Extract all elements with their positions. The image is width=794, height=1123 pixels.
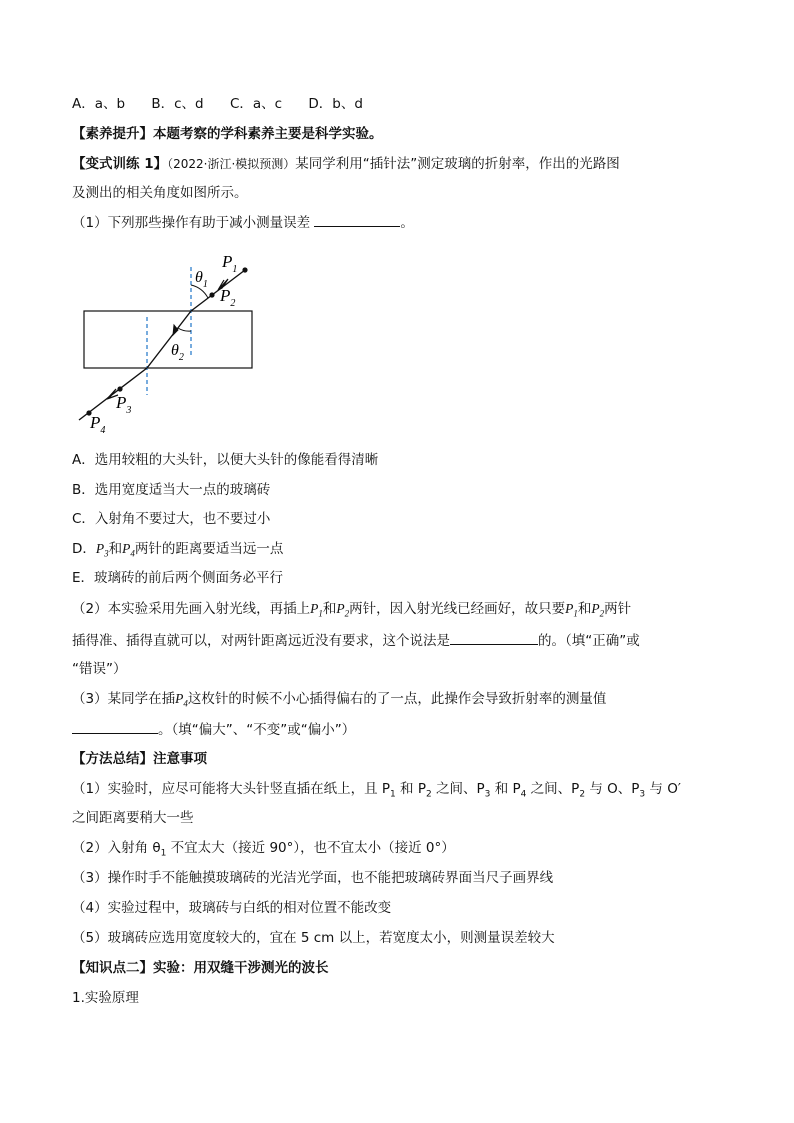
q2-line-2: 插得准、插得直就可以，对两针距离远近没有要求，这个说法是 的。（填“正确”或 <box>72 630 640 651</box>
knowledge-point-2: 【知识点二】实验：用双缝干涉测光的波长 <box>72 960 329 976</box>
refracted-ray <box>147 311 191 368</box>
option-b: B．c、d <box>151 96 204 112</box>
bianshi-line-1 <box>72 154 620 174</box>
pin-p2 <box>209 292 214 297</box>
bianshi-text1: 某同学利用“插针法”测定玻璃的折射率，作出的光路图 <box>295 156 620 172</box>
bianshi-line-2: 及测出的相关角度如图所示。 <box>72 185 248 201</box>
refraction-diagram <box>70 245 270 440</box>
note-1: （1）实验时，应尽可能将大头针竖直插在纸上，且 $P_1$ 和 $P_2$ 之间、$P_3$ 和 $P_4$ 之间、$P_2$ 与 O、$P_3$ 与 O′ <box>72 781 681 800</box>
pin-p1 <box>242 267 247 272</box>
question-1 <box>72 212 414 233</box>
option-c: C．a、c <box>229 96 283 112</box>
choice-e: E．玻璃砖的前后两个侧面务必平行 <box>72 570 284 586</box>
bianshi-tag: 【变式训练 1】 <box>72 156 168 172</box>
q1-answer-blank[interactable] <box>314 212 400 227</box>
label-p2: $P_2$ <box>220 286 236 309</box>
choice-a: A．选用较粗的大头针，以便大头针的像能看得清晰 <box>72 452 379 468</box>
note-4: （4）实验过程中，玻璃砖与白纸的相对位置不能改变 <box>72 900 392 916</box>
option-d: D．b、d <box>308 96 363 112</box>
choice-d: D．$P_3$和$P_4$两针的距离要适当远一点 <box>72 541 284 559</box>
label-p1: $P_1$ <box>222 252 238 275</box>
suyang-text: 本题考察的学科素养主要是科学实验。 <box>153 126 383 142</box>
method-summary: 【方法总结】注意事项 <box>72 751 207 767</box>
q3-answer-blank[interactable] <box>72 719 158 734</box>
principle-heading: 1.实验原理 <box>72 990 139 1006</box>
q1-suffix: 。 <box>400 215 414 231</box>
label-p4: $P_4$ <box>90 413 106 436</box>
label-theta2: $\theta_2$ <box>171 342 184 363</box>
q2-answer-blank[interactable] <box>450 630 538 645</box>
bianshi-source: （2022·浙江·模拟预测） <box>167 157 296 171</box>
pin-p3 <box>117 386 122 391</box>
glass-block <box>84 311 252 368</box>
answer-options <box>72 94 385 114</box>
suyang-tag: 【素养提升】 <box>72 126 153 142</box>
label-theta1: $\theta_1$ <box>195 269 208 290</box>
arrow-refracted <box>173 325 178 335</box>
suyang-section <box>72 124 383 144</box>
q1-prefix: （1）下列那些操作有助于减小测量误差 <box>72 215 311 231</box>
note-2: （2）入射角 $\theta_1$ 不宜太大（接近 90°），也不宜太小（接近 0°） <box>72 840 455 859</box>
note-3: （3）操作时手不能触摸玻璃砖的光洁光学面，也不能把玻璃砖界面当尺子画界线 <box>72 870 554 886</box>
q3-line-1: （3）某同学在插$P_4$这枚针的时候不小心插得偏右的了一点，此操作会导致折射率的测量值 <box>72 691 607 709</box>
choice-b: B．选用宽度适当大一点的玻璃砖 <box>72 482 271 498</box>
q2-line-3: “错误”） <box>72 661 127 677</box>
label-p3: $P_3$ <box>116 393 132 416</box>
theta2-arc <box>178 328 191 331</box>
choice-c: C．入射角不要过大，也不要过小 <box>72 511 271 527</box>
q3-line-2: 。（填“偏大”、“不变”或“偏小”） <box>72 719 355 740</box>
option-a: A．a、b <box>72 96 126 112</box>
note-5: （5）玻璃砖应选用宽度较大的，宜在 5 cm 以上，若宽度太小，则测量误差较大 <box>72 930 555 946</box>
q2-line-1: （2）本实验采用先画入射光线，再插上$P_1$和$P_2$两针，因入射光线已经画好，故只要$P_1$和$P_2$两针 <box>72 601 632 619</box>
note-1-line-2: 之间距离要稍大一些 <box>72 810 194 826</box>
